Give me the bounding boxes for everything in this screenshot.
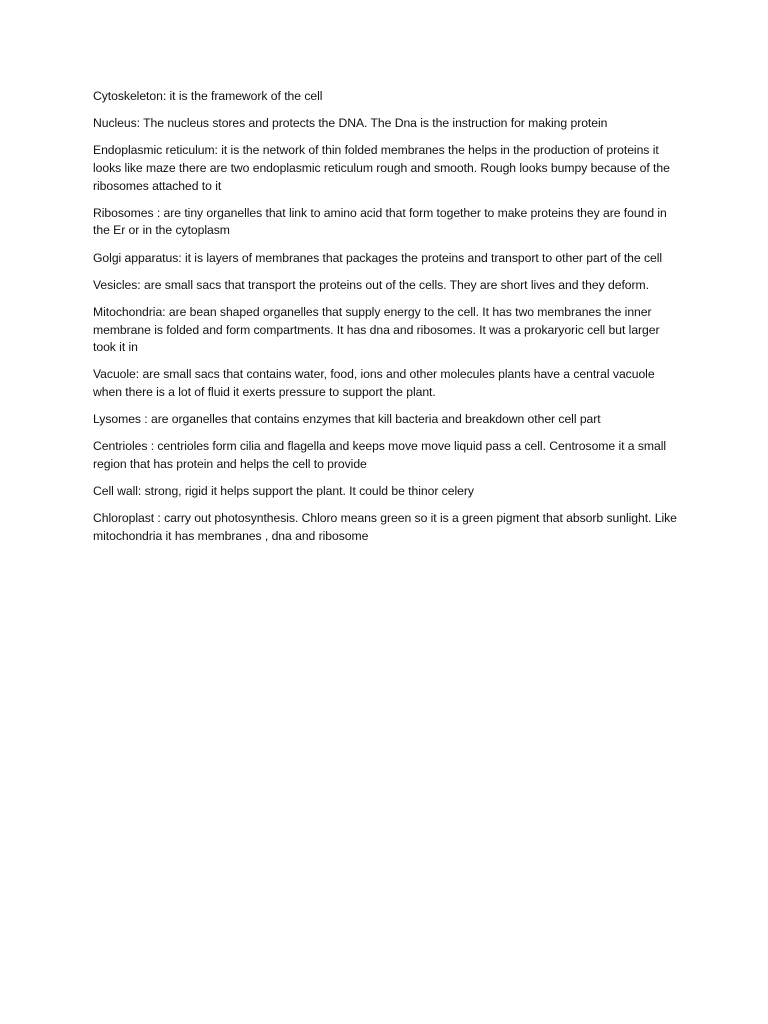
paragraph-nucleus: Nucleus: The nucleus stores and protects the DNA. The Dna is the instruction for making protein (93, 116, 608, 131)
paragraph-ribosomes: Ribosomes : are tiny organelles that link to amino acid that form together to make proteins they are found in the Er or in the cytoplasm (93, 205, 667, 238)
paragraph-centrioles: Centrioles : centrioles form cilia and flagella and keeps move move liquid pass a cell. Centrosome it a small region that has protein and helps the cell to provide (93, 439, 667, 471)
paragraph-cell-wall: Cell wall: strong, rigid it helps support the plant. It could be thinor celery (93, 484, 474, 499)
paragraph-chloroplast: Chloroplast : carry out photosynthesis. Chloro means green so it is a green pigment that absorb sunlight. Like mitochondria it has membranes , dna and ribosome (93, 511, 677, 543)
document-body (93, 88, 683, 555)
paragraph-mitochondria: Mitochondria: are bean shaped organelles that supply energy to the cell. It has two membranes the inner membrane is folded and form compartments. It has dna and ribosomes. It was a prokaryoric cell but larger took it in (93, 304, 660, 355)
paragraph-vesicles: Vesicles: are small sacs that transport the proteins out of the cells. They are short lives and they deform. (93, 277, 649, 292)
paragraph-vacuole: Vacuole: are small sacs that contains water, food, ions and other molecules plants have a central vacuole when there is a lot of fluid it exerts pressure to support the plant. (93, 367, 655, 399)
paragraph-endoplasmic-reticulum: Endoplasmic reticulum: it is the network of thin folded membranes the helps in the production of proteins it looks like maze there are two endoplasmic reticulum rough and smooth. Rough looks bumpy because of the ribosomes attached to it (93, 143, 670, 193)
paragraph-lysomes: Lysomes : are organelles that contains enzymes that kill bacteria and breakdown other cell part (93, 412, 601, 427)
paragraph-cytoskeleton: Cytoskeleton: it is the framework of the cell (93, 89, 323, 103)
paragraph-golgi-apparatus: Golgi apparatus: it is layers of membranes that packages the proteins and transport to other part of the cell (93, 250, 663, 265)
